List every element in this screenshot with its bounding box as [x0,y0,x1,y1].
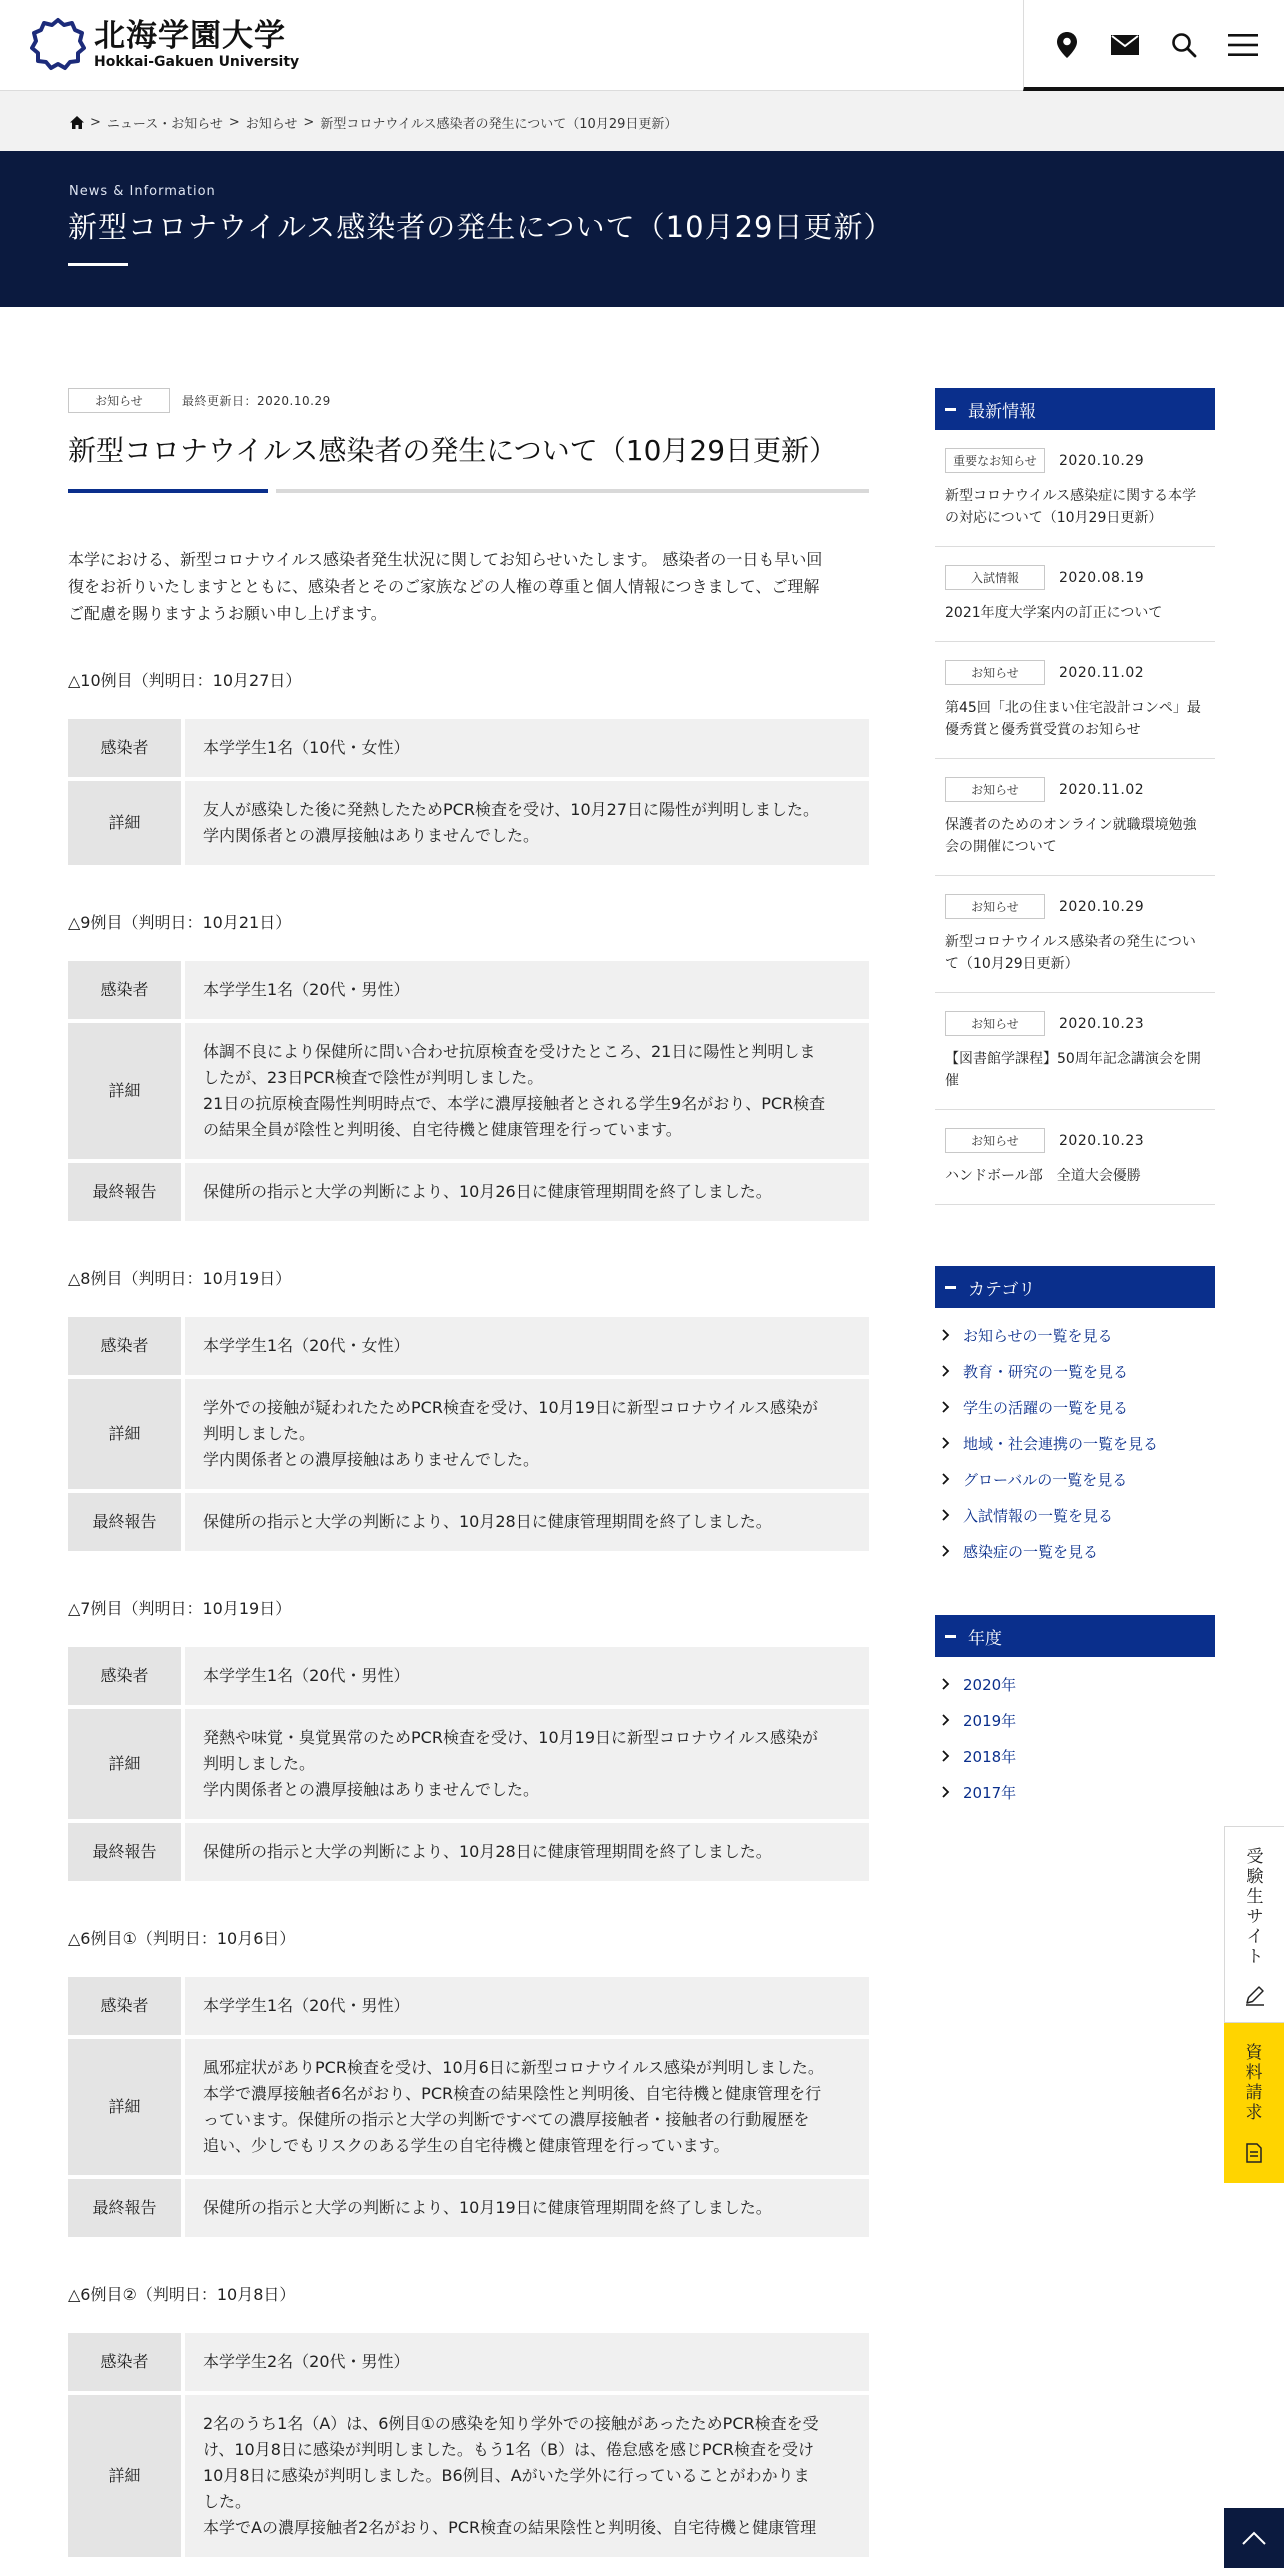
year-title: 年度 [968,1628,1002,1649]
category-link-label: お知らせの一覧を見る [963,1326,1113,1345]
category-link-label: 学生の活躍の一覧を見る [963,1398,1129,1417]
title-rule [68,489,869,493]
chevron-up-icon [1241,2530,1267,2546]
year-list [935,1666,1215,1810]
case-row-value [185,781,869,865]
chevron-right-icon [939,1400,953,1414]
category-list [935,1317,1215,1569]
article-meta [68,388,869,413]
case-row-value [185,2179,869,2237]
case-row-value [185,1823,869,1881]
case-row [68,2039,869,2175]
case-row-label: 最終報告 [68,1823,185,1881]
latest-news-list [935,430,1215,1205]
case-row-line: 本学学生1名（20代・男性） [203,980,410,999]
news-title[interactable]: 新型コロナウイルス感染症に関する本学の対応について（10月29日更新） [945,488,1197,526]
year-link[interactable] [935,1666,1215,1702]
news-title[interactable]: 【図書館学課程】50周年記念講演会を開催 [945,1051,1201,1089]
case-row-value [185,719,869,777]
case-section [68,911,869,1225]
case-row [68,1023,869,1159]
case-section [68,669,869,869]
news-date: 2020.10.29 [1059,898,1145,915]
case-row-label: 詳細 [68,781,185,865]
case-row-line: 判明しました。 [203,1754,316,1773]
case-row-label: 詳細 [68,1379,185,1489]
case-row [68,2179,869,2237]
case-row-label: 感染者 [68,1647,185,1705]
case-row-line: 10月8日に感染が判明しました。B6例目、Aがいた学外に行っていることがわかりま [203,2466,810,2485]
sidebar-latest [935,388,1215,1205]
case-row [68,781,869,865]
case-table [68,1313,869,1555]
case-row-line: 発熱や味覚・臭覚異常のためPCR検査を受け、10月19日に新型コロナウイルス感染が [203,1728,819,1747]
case-row-value [185,1493,869,1551]
case-row [68,2395,869,2557]
case-row-label: 詳細 [68,1709,185,1819]
case-row-line: っています。保健所の指示と大学の判断ですべての濃厚接触者・接触者の行動履歴を [203,2110,810,2129]
category-link[interactable] [935,1353,1215,1389]
chevron-right-icon [939,1749,953,1763]
news-meta [945,894,1205,919]
news-item[interactable] [935,1110,1215,1205]
map-pin-icon[interactable] [1050,28,1084,62]
chevron-right-icon [939,1328,953,1342]
case-row-value [185,1023,869,1159]
case-row-line: 保健所の指示と大学の判断により、10月19日に健康管理期間を終了しました。 [203,2198,772,2217]
chevron-right-icon [939,1436,953,1450]
category-link-label: 教育・研究の一覧を見る [963,1362,1129,1381]
case-heading: △9例目（判明日：10月21日） [68,913,292,932]
case-row-line: した。 [203,2492,252,2511]
breadcrumb-separator: > [228,115,240,130]
article-intro [68,546,869,627]
year-heading [935,1615,1215,1657]
page-heading-band [0,151,1284,307]
news-date: 2020.10.23 [1059,1132,1145,1149]
band-underline [68,263,128,266]
case-row-line: の結果全員が陰性と判明後、自宅待機と健康管理を行っています。 [203,1120,682,1139]
news-title[interactable]: 第45回「北の住まい住宅設計コンペ」最優秀賞と優秀賞受賞のお知らせ [945,700,1201,738]
case-heading: △6例目①（判明日：10月6日） [68,1929,296,1948]
case-table [68,957,869,1225]
category-link[interactable] [935,1425,1215,1461]
case-row-line: 保健所の指示と大学の判断により、10月26日に健康管理期間を終了しました。 [203,1182,772,1201]
news-meta [945,1011,1205,1036]
case-row-label: 詳細 [68,1023,185,1159]
chevron-right-icon [939,1713,953,1727]
case-row [68,1709,869,1819]
news-tag[interactable]: お知らせ [945,660,1045,685]
document-icon [1242,2141,1266,2165]
breadcrumb [0,91,1284,151]
case-row-value [185,2395,869,2557]
case-row-line: 体調不良により保健所に問い合わせ抗原検査を受けたところ、21日に陽性と判明しま [203,1042,816,1061]
request-docs-button[interactable] [1224,2023,1284,2183]
case-section [68,2283,869,2561]
case-row-value [185,1647,869,1705]
case-table [68,1643,869,1885]
case-row-line: 追い、少しでもリスクのある学生の自宅待機と健康管理を行っています。 [203,2136,730,2155]
search-icon[interactable] [1167,28,1201,62]
case-row-value [185,961,869,1019]
category-title: カテゴリ [968,1279,1036,1300]
home-icon[interactable] [70,116,84,129]
case-row-line: 保健所の指示と大学の判断により、10月28日に健康管理期間を終了しました。 [203,1842,772,1861]
chevron-right-icon [939,1472,953,1486]
breadcrumb-separator: > [90,115,101,130]
news-date: 2020.11.02 [1059,664,1145,681]
pencil-icon [1243,1983,1267,2007]
case-row-line: 学内関係者との濃厚接触はありませんでした。 [203,1780,540,1799]
case-row-line: 風邪症状がありPCR検査を受け、10月6日に新型コロナウイルス感染が判明しました。 [203,2058,824,2077]
news-date: 2020.08.19 [1059,569,1145,586]
news-tag[interactable]: お知らせ [945,1128,1045,1153]
case-row-label: 感染者 [68,1317,185,1375]
case-list [68,669,869,2561]
sidebar-year [935,1615,1215,1810]
case-table [68,715,869,869]
news-item[interactable] [935,547,1215,642]
news-meta [945,448,1205,473]
case-row-line: け、10月8日に感染が判明しました。もう1名（B）は、倦怠感を感じPCR検査を受け [203,2440,814,2459]
category-link-label: グローバルの一覧を見る [963,1470,1128,1489]
category-link[interactable] [935,1317,1215,1353]
case-row [68,961,869,1019]
case-row-line: 本学学生1名（10代・女性） [203,738,410,757]
year-link-label: 2017年 [963,1783,1017,1802]
case-row-line: 学外での接触が疑われたためPCR検査を受け、10月19日に新型コロナウイルス感染が [203,1398,819,1417]
case-row-line: 保健所の指示と大学の判断により、10月28日に健康管理期間を終了しました。 [203,1512,772,1531]
case-row-line: 本学でAの濃厚接触者2名がおり、PCR検査の結果陰性と判明後、自宅待機と健康管理 [203,2518,817,2537]
university-logo[interactable] [30,16,299,72]
article [68,388,869,2561]
case-row-label: 最終報告 [68,1493,185,1551]
news-meta [945,1128,1205,1153]
case-row-label: 感染者 [68,1977,185,2035]
news-item[interactable] [935,876,1215,993]
case-row-line: したが、23日PCR検査で陰性が判明しました。 [203,1068,544,1087]
news-title[interactable]: 保護者のためのオンライン就職環境勉強会の開催について [945,817,1197,855]
news-date: 2020.10.23 [1059,1015,1145,1032]
news-item[interactable] [935,430,1215,547]
case-table [68,1973,869,2241]
case-row-line: 本学学生1名（20代・男性） [203,1666,410,1685]
latest-news-title: 最新情報 [968,401,1036,422]
chevron-right-icon [939,1364,953,1378]
intro-line: ご配慮を賜りますようお願い申し上げます。 [68,604,387,623]
band-subtitle: News & Information [69,184,216,199]
case-row [68,719,869,777]
news-item[interactable] [935,993,1215,1110]
news-item[interactable] [935,642,1215,759]
chevron-right-icon [939,1544,953,1558]
chevron-right-icon [939,1785,953,1799]
case-row [68,1977,869,2035]
article-updated: 最終更新日：2020.10.29 [182,394,331,408]
news-title[interactable]: ハンドボール部 全道大会優勝 [945,1168,1141,1184]
case-heading: △8例目（判明日：10月19日） [68,1269,292,1288]
news-item[interactable] [935,759,1215,876]
exam-site-label: 受 験 生 サ イ ト [1246,1847,1264,1967]
case-row-line: 本学学生1名（20代・女性） [203,1336,410,1355]
request-docs-label: 資 料 請 求 [1245,2043,1263,2123]
logo-mark-icon [30,16,86,72]
article-tag[interactable]: お知らせ [68,388,170,413]
chevron-right-icon [939,1508,953,1522]
breadcrumb-notice[interactable]: お知らせ [245,117,298,132]
category-link[interactable] [935,1533,1215,1569]
menu-icon[interactable] [1226,28,1260,62]
breadcrumb-current: 新型コロナウイルス感染者の発生について（10月29日更新） [320,117,678,132]
header-icon-bar [1023,0,1284,91]
case-row-line: 本学で濃厚接触者6名がおり、PCR検査の結果陰性と判明後、自宅待機と健康管理を行 [203,2084,822,2103]
news-tag[interactable]: お知らせ [945,777,1045,802]
news-date: 2020.11.02 [1059,781,1145,798]
logo-japanese: 北海学園大学 [94,18,286,54]
case-row [68,1493,869,1551]
case-table [68,2329,869,2561]
case-row-line: 本学学生2名（20代・男性） [203,2352,410,2371]
year-link[interactable] [935,1702,1215,1738]
case-row-value [185,2039,869,2175]
news-meta [945,565,1205,590]
case-row [68,1823,869,1881]
case-row-value [185,2333,869,2391]
news-title[interactable]: 新型コロナウイルス感染者の発生について（10月29日更新） [945,934,1196,972]
case-heading: △6例目②（判明日：10月8日） [68,2285,296,2304]
news-date: 2020.10.29 [1059,452,1145,469]
case-row [68,2333,869,2391]
case-row-label: 最終報告 [68,2179,185,2237]
category-link[interactable] [935,1389,1215,1425]
case-row-value [185,1379,869,1489]
case-row-line: 判明しました。 [203,1424,316,1443]
mail-icon[interactable] [1108,28,1142,62]
intro-line: 復をお祈りいたしますとともに、感染者とそのご家族などの人権の尊重と個人情報につきまして、ご理解 [68,577,820,596]
case-row-line: 本学学生1名（20代・男性） [203,1996,410,2015]
logo-english: Hokkai-Gakuen University [94,54,300,70]
case-row-line: 21日の抗原検査陽性判明時点で、本学に濃厚接触者とされる学生9名がおり、PCR検査 [203,1094,826,1113]
news-tag[interactable]: お知らせ [945,1011,1045,1036]
case-section [68,1927,869,2241]
exam-site-button[interactable] [1224,1826,1284,2023]
case-row-value [185,1709,869,1819]
case-section [68,1597,869,1885]
case-row [68,1379,869,1489]
news-meta [945,660,1205,685]
site-header [0,0,1284,91]
latest-news-heading [935,388,1215,430]
year-link[interactable] [935,1774,1215,1810]
news-tag[interactable]: お知らせ [945,894,1045,919]
news-meta [945,777,1205,802]
category-link-label: 感染症の一覧を見る [963,1542,1099,1561]
case-row-label: 詳細 [68,2039,185,2175]
year-link[interactable] [935,1738,1215,1774]
case-row-value [185,1163,869,1221]
case-heading: △10例目（判明日：10月27日） [68,671,302,690]
year-link-label: 2019年 [963,1711,1017,1730]
breadcrumb-news[interactable]: ニュース・お知らせ [106,117,223,132]
category-link[interactable] [935,1461,1215,1497]
year-link-label: 2020年 [963,1675,1017,1694]
case-row-label: 感染者 [68,961,185,1019]
category-link-label: 地域・社会連携の一覧を見る [963,1434,1159,1453]
case-row-label: 感染者 [68,2333,185,2391]
sidebar-category [935,1266,1215,1569]
case-row-line: 学内関係者との濃厚接触はありませんでした。 [203,826,540,845]
case-row-label: 感染者 [68,719,185,777]
breadcrumb-separator: > [303,115,315,130]
category-link-label: 入試情報の一覧を見る [963,1506,1114,1525]
intro-line: 本学における、新型コロナウイルス感染者発生状況に関してお知らせいたします。 感染者の一日も早い回 [68,550,823,569]
case-row [68,1163,869,1221]
chevron-right-icon [939,1677,953,1691]
case-row [68,1317,869,1375]
case-row [68,1647,869,1705]
page-title: 新型コロナウイルス感染者の発生について（10月29日更新） [68,210,894,244]
category-link[interactable] [935,1497,1215,1533]
case-row-label: 詳細 [68,2395,185,2557]
article-title: 新型コロナウイルス感染者の発生について（10月29日更新） [68,434,838,467]
case-heading: △7例目（判明日：10月19日） [68,1599,292,1618]
back-to-top-button[interactable] [1224,2508,1284,2568]
year-link-label: 2018年 [963,1747,1017,1766]
case-row-value [185,1317,869,1375]
case-row-value [185,1977,869,2035]
news-tag[interactable]: 重要なお知らせ [945,448,1045,473]
news-title[interactable]: 2021年度大学案内の訂正について [945,605,1163,621]
case-section [68,1267,869,1555]
case-row-line: 学内関係者との濃厚接触はありませんでした。 [203,1450,540,1469]
case-row-label: 最終報告 [68,1163,185,1221]
news-tag[interactable]: 入試情報 [945,565,1045,590]
case-row-line: 2名のうち1名（A）は、6例目①の感染を知り学外での接触があったためPCR検査を受 [203,2414,819,2433]
category-heading [935,1266,1215,1308]
case-row-line: 友人が感染した後に発熱したためPCR検査を受け、10月27日に陽性が判明しました。 [203,800,820,819]
